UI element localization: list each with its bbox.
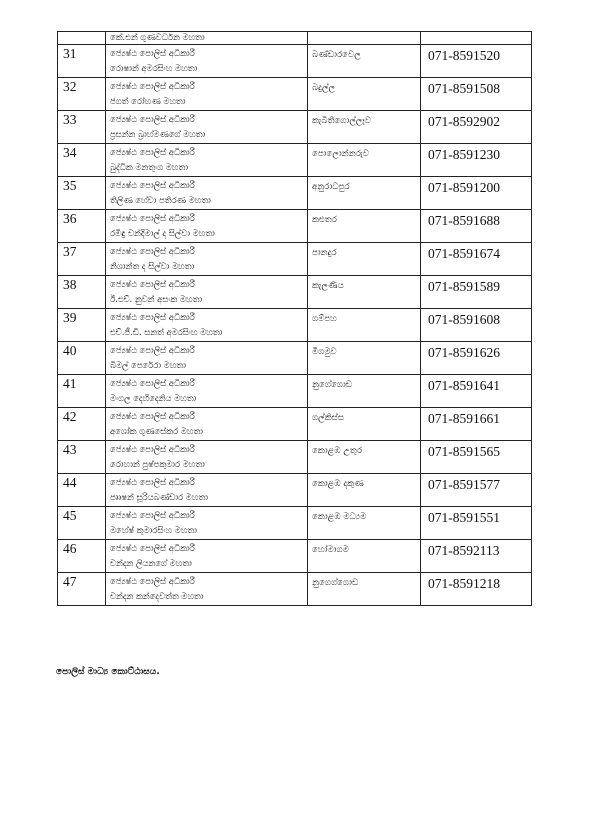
station-name: බදුල්ල [312, 83, 336, 93]
phone-number: 071-8591688 [428, 213, 500, 228]
station-cell [308, 111, 421, 144]
table-row [58, 309, 532, 342]
station-cell [308, 177, 421, 210]
table-row [58, 540, 532, 573]
officer-name-cell [106, 276, 308, 309]
officer-rank: ජ්‍යෙෂ්ඨ පොලිස් අධිකාරී [110, 477, 195, 487]
officer-name-cell [106, 441, 308, 474]
row-number: 34 [63, 145, 77, 160]
row-number: 33 [63, 112, 77, 127]
row-number: 39 [63, 310, 77, 325]
station-name: පොලොන්නරුව [312, 149, 370, 159]
number-cell [58, 210, 106, 243]
officer-table-body [58, 32, 532, 606]
officer-name-cell [106, 408, 308, 441]
station-name: හෝමාගම [312, 545, 349, 555]
table-row [58, 243, 532, 276]
phone-cell [421, 243, 532, 276]
officer-rank: ජ්‍යෙෂ්ඨ පොලිස් අධිකාරී [110, 378, 195, 388]
number-cell [58, 342, 106, 375]
phone-cell [421, 342, 532, 375]
officer-name: චන්දන කන්දෙවත්ත මහතා [110, 591, 204, 601]
phone-number: 071-8591661 [428, 411, 500, 426]
officer-name: ප්‍රූෂන් සූරියබණ්ඩාර මහතා [110, 492, 208, 502]
officer-name-cell [106, 573, 308, 606]
table-row [58, 342, 532, 375]
officer-name: ඊ.එච්. නුවන් අසංක මහතා [110, 294, 203, 304]
station-cell [308, 45, 421, 78]
phone-cell [421, 78, 532, 111]
officer-rank: ජ්‍යෙෂ්ඨ පොලිස් අධිකාරී [110, 312, 195, 322]
table-row [58, 474, 532, 507]
officer-name-cell [106, 210, 308, 243]
officer-rank: ජ්‍යෙෂ්ඨ පොලිස් අධිකාරී [110, 510, 195, 520]
station-name: බණ්ඩාරවෙල [312, 50, 361, 60]
officer-rank: ජ්‍යෙෂ්ඨ පොලිස් අධිකාරී [110, 279, 195, 289]
phone-number: 071-8591589 [428, 279, 500, 294]
station-name: මීගමුව [312, 347, 337, 357]
number-cell [58, 144, 106, 177]
table-row [58, 78, 532, 111]
officer-rank: ජ්‍යෙෂ්ඨ පොලිස් අධිකාරී [110, 411, 195, 421]
table-row [58, 144, 532, 177]
officer-name: මහේෂ් කුමාරසිංහ මහතා [110, 525, 197, 535]
row-number: 32 [63, 79, 77, 94]
station-name: පානදුර [312, 248, 337, 258]
officer-rank: ජ්‍යෙෂ්ඨ පොලිස් අධිකාරී [110, 345, 195, 355]
number-cell [58, 507, 106, 540]
station-name: කොළඹ උතුර [312, 446, 363, 456]
row-number: 40 [63, 343, 77, 358]
phone-cell [421, 177, 532, 210]
station-name: ගම්පහ [312, 314, 337, 324]
row-number: 41 [63, 376, 77, 391]
officer-rank: ජ්‍යෙෂ්ඨ පොලිස් අධිකාරී [110, 180, 195, 190]
row-number: 36 [63, 211, 77, 226]
officer-name-cell [106, 111, 308, 144]
officer-name-cell [106, 78, 308, 111]
phone-cell [421, 441, 532, 474]
officer-rank: ජ්‍යෙෂ්ඨ පොලිස් අධිකාරී [110, 543, 195, 553]
station-cell [308, 144, 421, 177]
phone-number: 071-8591674 [428, 246, 500, 261]
number-cell [58, 441, 106, 474]
row-number: 46 [63, 541, 77, 556]
station-cell [308, 474, 421, 507]
officer-name: අශෝක ගුණසේකර මහතා [110, 426, 203, 436]
officer-name: නිශාන්ත ද සිල්වා මහතා [110, 261, 195, 271]
officer-rank: ජ්‍යෙෂ්ඨ පොලිස් අධිකාරී [110, 48, 195, 58]
phone-number: 071-8591230 [428, 147, 500, 162]
phone-cell [421, 540, 532, 573]
phone-cell [421, 408, 532, 441]
station-cell [308, 375, 421, 408]
officer-name-cell [106, 32, 308, 45]
phone-cell [421, 210, 532, 243]
row-number: 44 [63, 475, 77, 490]
phone-cell [421, 144, 532, 177]
officer-name: රොෂාන් අමරසිංහ මහතා [110, 63, 198, 73]
officer-rank: ජ්‍යෙෂ්ඨ පොලිස් අධිකාරී [110, 246, 195, 256]
officer-name: මංගල දෙහිදෙනිය මහතා [110, 393, 197, 403]
phone-number: 071-8591565 [428, 444, 500, 459]
table-row [58, 507, 532, 540]
officer-rank: ජ්‍යෙෂ්ඨ පොලිස් අධිකාරී [110, 114, 195, 124]
officer-name-cell [106, 507, 308, 540]
officer-name: තිලිණ හේවා පතිරණ මහතා [110, 195, 211, 205]
station-name: කොළඹ මධ්‍යම [312, 512, 367, 522]
number-cell [58, 276, 106, 309]
number-cell [58, 540, 106, 573]
number-cell [58, 32, 106, 45]
number-cell [58, 408, 106, 441]
phone-cell [421, 111, 532, 144]
officer-contact-table [57, 31, 532, 606]
table-row [58, 45, 532, 78]
officer-name-cell [106, 342, 308, 375]
officer-name: බිමල් පෙරේරා මහතා [110, 360, 186, 370]
row-number: 43 [63, 442, 77, 457]
number-cell [58, 309, 106, 342]
phone-cell [421, 474, 532, 507]
officer-name: එච්.ජී.ඩී. සනත් අමරසිංහ මහතා [110, 327, 223, 337]
officer-rank: ජ්‍යෙෂ්ඨ පොලිස් අධිකාරී [110, 213, 195, 223]
officer-name-cell [106, 540, 308, 573]
officer-name: ප්‍රසන්න බ්‍රාහ්මණගේ මහතා [110, 129, 206, 139]
station-cell [308, 78, 421, 111]
phone-number: 071-8591577 [428, 477, 500, 492]
phone-number: 071-8591218 [428, 576, 500, 591]
phone-cell [421, 573, 532, 606]
station-name: ගල්කිස්ස [312, 413, 345, 423]
officer-name-cell [106, 474, 308, 507]
officer-name-cell [106, 375, 308, 408]
table-row [58, 375, 532, 408]
station-name: කැලණිය [312, 281, 344, 291]
number-cell [58, 45, 106, 78]
station-cell [308, 342, 421, 375]
officer-name: බුද්ධික මනතුංග මහතා [110, 162, 188, 172]
number-cell [58, 78, 106, 111]
station-name: කළුතර [312, 215, 337, 225]
station-cell [308, 32, 421, 45]
station-cell [308, 540, 421, 573]
officer-name-cell [106, 309, 308, 342]
number-cell [58, 573, 106, 606]
officer-rank: ජ්‍යෙෂ්ඨ පොලිස් අධිකාරී [110, 147, 195, 157]
officer-name-cell [106, 45, 308, 78]
table-row [58, 177, 532, 210]
phone-number: 071-8591626 [428, 345, 500, 360]
phone-cell [421, 276, 532, 309]
officer-name-cell [106, 177, 308, 210]
station-cell [308, 309, 421, 342]
issuing-division-label: පොලිස් මාධ්‍ය කොට්ඨාසය. [56, 667, 160, 677]
officer-name: චන්දන ලියනගේ මහතා [110, 558, 192, 568]
phone-number: 071-8591200 [428, 180, 500, 195]
row-number: 45 [63, 508, 77, 523]
row-number: 47 [63, 574, 77, 589]
station-cell [308, 276, 421, 309]
station-name: නුගෙග්ගොඩ [312, 578, 359, 588]
station-cell [308, 441, 421, 474]
phone-number: 071-8591608 [428, 312, 500, 327]
phone-cell [421, 375, 532, 408]
phone-number: 071-8592902 [428, 114, 500, 129]
station-name: අනුරාධපුර [312, 182, 350, 192]
row-number: 38 [63, 277, 77, 292]
row-number: 35 [63, 178, 77, 193]
station-cell [308, 408, 421, 441]
station-cell [308, 573, 421, 606]
officer-name-cell [106, 144, 308, 177]
station-name: කැබිතිගොල්ලෑව [312, 116, 372, 126]
number-cell [58, 243, 106, 276]
phone-cell [421, 32, 532, 45]
officer-rank: ජ්‍යෙෂ්ඨ පොලිස් අධිකාරී [110, 576, 195, 586]
phone-cell [421, 507, 532, 540]
station-cell [308, 210, 421, 243]
officer-name: ජගත් රෝහණ මහතා [110, 96, 186, 106]
table-row [58, 573, 532, 606]
table-row [58, 276, 532, 309]
phone-number: 071-8591520 [428, 48, 500, 63]
officer-name: කේ.එන් ගුණවර්ධන මහතා [110, 32, 205, 42]
phone-number: 071-8591508 [428, 81, 500, 96]
number-cell [58, 111, 106, 144]
row-number: 42 [63, 409, 77, 424]
number-cell [58, 375, 106, 408]
number-cell [58, 474, 106, 507]
table-row [58, 408, 532, 441]
station-cell [308, 507, 421, 540]
phone-number: 071-8592113 [428, 543, 500, 558]
officer-name-cell [106, 243, 308, 276]
station-name: කොළඹ දකුණ [312, 479, 364, 489]
phone-number: 071-8591551 [428, 510, 500, 525]
number-cell [58, 177, 106, 210]
station-cell [308, 243, 421, 276]
officer-rank: ජ්‍යෙෂ්ඨ පොලිස් අධිකාරී [110, 81, 195, 91]
table-row [58, 210, 532, 243]
row-number: 37 [63, 244, 77, 259]
table-row [58, 111, 532, 144]
station-name: නුගේගොඩ [312, 380, 353, 390]
officer-name: රොහාන් පුෂ්පකුමාර මහතා [110, 459, 205, 469]
officer-rank: ජ්‍යෙෂ්ඨ පොලිස් අධිකාරී [110, 444, 195, 454]
officer-name: රමිඳු චන්දිමාල් ද සිල්වා මහතා [110, 228, 215, 238]
row-number: 31 [63, 46, 77, 61]
phone-cell [421, 309, 532, 342]
phone-cell [421, 45, 532, 78]
table-row [58, 441, 532, 474]
table-row-continued [58, 32, 532, 45]
phone-number: 071-8591641 [428, 378, 500, 393]
